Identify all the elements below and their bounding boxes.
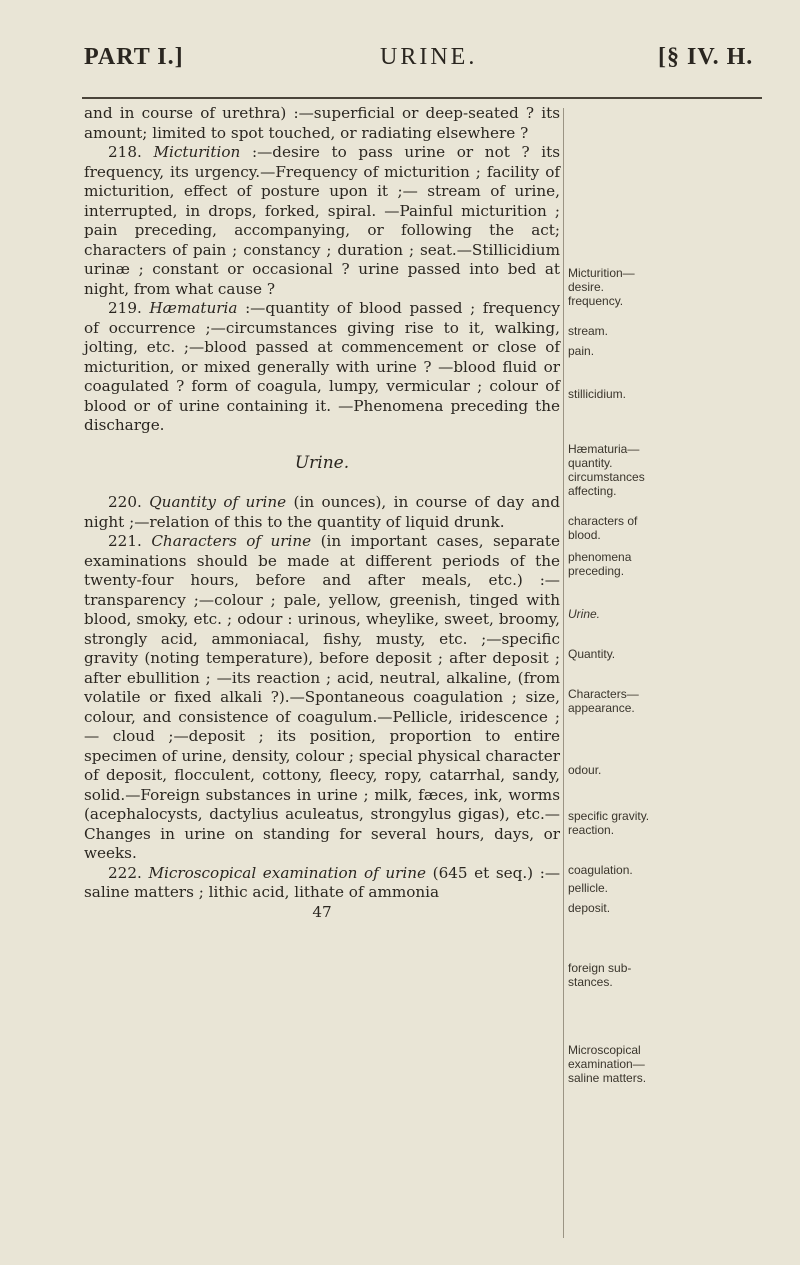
sidenote: foreign sub- <box>568 961 632 975</box>
paragraph-220 <box>84 493 560 532</box>
paragraph-221 <box>84 532 560 864</box>
paragraph-continued: and in course of urethra) :—superficial or deep-seated ? its amount; limited to spot touched, or radiating elsewhere ? <box>84 104 560 142</box>
header-rule <box>82 97 762 99</box>
sidenote: deposit. <box>568 901 611 915</box>
paragraph-219 <box>84 299 560 436</box>
paragraph-body: :—quantity of blood passed ; frequency of occurrence ;—circumstances giving rise to it, walking, jolting, etc. ;—blood passed at commencement or close of micturition, or mixed generally with urine ? —blood fluid or coagulated ? form of coagula, lumpy, vermicular ; colour of blood or of urine containing it. —Phenomena preceding the discharge. <box>84 299 561 434</box>
sidenote: reaction. <box>568 823 615 837</box>
paragraph-heading: Quantity of urine <box>149 493 287 511</box>
section-heading: Urine. <box>294 452 350 473</box>
sidenote: examination— <box>568 1057 645 1071</box>
paragraph-heading: Characters of urine <box>151 532 312 550</box>
sidenote: stream. <box>568 324 609 338</box>
paragraph-number: 222. <box>108 863 142 882</box>
sidenote: odour. <box>568 763 602 777</box>
sidenote: preceding. <box>568 564 625 578</box>
paragraph-heading: Micturition <box>153 143 241 161</box>
sidenote: appearance. <box>568 701 635 715</box>
page-number: 47 <box>312 902 332 921</box>
sidenote: saline matters. <box>568 1071 647 1085</box>
sidenote: phenomena <box>568 550 632 564</box>
paragraph-body: (in important cases, separate examinations should be made at different periods of the twenty-four hours, before and after meals, etc.) :—transparency ;—colour ; pale, yellow, greenish, tinged with blood, smoky, etc. ; odour : urinous, wheylike, sweet, broomy, strongly acid, ammoniacal, fishy, musty, etc. ;—specific gravity (noting temperature), before deposit ; after deposit ; after ebullition ; —its reaction ; acid, neutral, alkaline, (from volatile or fixed alkali ?).—Spontaneous coagulation ; size, colour, and consistence of coagulum.—Pellicle, iridescence ;— cloud ;—deposit ; its position, proportion to entire specimen of urine, density, colour ; special physical character of deposit, flocculent, cottony, fleecy, ropy, catarrhal, sandy, solid.—Foreign substances in urine ; milk, fæces, ink, worms (acephalocysts, dactylius aculeatus, strongylus gigas), etc.—Changes in urine on standing for several hours, days, or weeks. <box>84 532 560 862</box>
paragraph-heading: Hæmaturia <box>149 299 238 317</box>
paragraph-number: 218. <box>108 143 142 161</box>
paragraph-number: 220. <box>108 493 142 511</box>
sidenote: quantity. <box>568 456 613 470</box>
margin-divider <box>563 108 564 1238</box>
sidenote: affecting. <box>568 484 617 498</box>
paragraph-number: 221. <box>108 532 142 550</box>
sidenote: specific gravity. <box>568 809 650 823</box>
sidenote: pain. <box>568 344 595 358</box>
sidenote: circumstances <box>568 470 645 484</box>
paragraph-body: (in ounces), in course of day and night ;—relation of this to the quantity of liquid drunk. <box>84 493 560 531</box>
sidenote: stances. <box>568 975 613 989</box>
sidenote: Quantity. <box>568 647 616 661</box>
sidenote: Hæmaturia— <box>568 442 640 456</box>
sidenote: Characters— <box>568 687 639 701</box>
sidenote: frequency. <box>568 294 624 308</box>
sidenote: characters of <box>568 514 638 528</box>
running-header <box>0 0 800 90</box>
paragraph-body: (645 et seq.) :—saline matters ; lithic acid, lithate of ammonia <box>84 863 561 901</box>
paragraph-222 <box>84 864 560 903</box>
sidenote: coagulation. <box>568 863 633 877</box>
sidenote: blood. <box>568 528 601 542</box>
paragraph-218 <box>84 143 560 299</box>
sidenote: Urine. <box>568 607 601 621</box>
paragraph-heading: Microscopical examination of urine <box>148 863 427 882</box>
sidenote: Microscopical <box>568 1043 641 1057</box>
header-part: PART I.] <box>84 44 184 70</box>
sidenote: pellicle. <box>568 881 609 895</box>
sidenote: stillicidium. <box>568 387 627 401</box>
header-title: URINE. <box>380 44 478 70</box>
header-section: [§ IV. H. <box>658 44 754 70</box>
paragraph-number: 219. <box>108 299 142 317</box>
paragraph-body: :—desire to pass urine or not ? its frequency, its urgency.—Frequency of micturition ; facility of micturition, effect of posture upon it ;— stream of urine, interrupted, in drops, forked, spiral. —Painful micturition ; pain preceding, accompanying, or following the act; characters of pain ; constancy ; duration ; seat.—Stillicidium urinæ ; constant or occasional ? urine passed into bed at night, from what cause ? <box>84 143 561 298</box>
sidenote: desire. <box>568 280 605 294</box>
sidenote: Micturition— <box>568 266 635 280</box>
main-text <box>84 104 560 922</box>
